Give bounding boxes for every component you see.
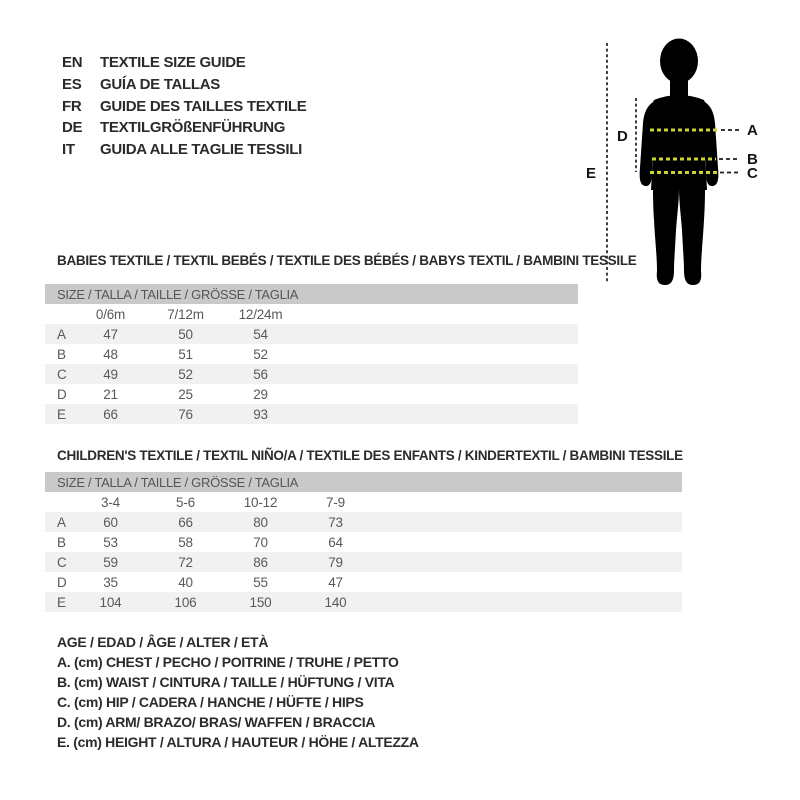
legend-item-waist: B. (cm) WAIST / CINTURA / TAILLE / HÜFTUNG / VITA — [57, 674, 395, 690]
language-title-es: GUÍA DE TALLAS — [100, 76, 220, 94]
legend-item-arm: D. (cm) ARM/ BRAZO/ BRAS/ WAFFEN / BRACCIA — [57, 714, 376, 730]
babies-size-header-bar — [45, 284, 578, 304]
size-cell: 73 — [328, 514, 343, 530]
size-cell: 52 — [178, 366, 193, 382]
table-row — [45, 572, 682, 592]
size-cell: 52 — [253, 346, 268, 362]
measurement-legend — [57, 632, 419, 752]
filler-cell — [298, 344, 578, 364]
size-cell: 140 — [324, 594, 347, 610]
table-row — [45, 324, 578, 344]
language-row-fr — [62, 95, 306, 117]
size-cell: 76 — [178, 406, 193, 422]
figure-label-b: B — [747, 151, 758, 168]
children-size-header-bar — [45, 472, 682, 492]
children-column-header-row — [45, 492, 682, 512]
figure-label-e: E — [586, 165, 597, 182]
size-cell: 54 — [253, 326, 268, 342]
babies-section-title: BABIES TEXTILE / TEXTIL BEBÉS / TEXTILE DES BÉBÉS / BABYS TEXTIL / BAMBINI TESSILE — [57, 253, 637, 268]
filler-cell — [298, 324, 578, 344]
corner-cell — [45, 304, 73, 324]
filler-cell — [373, 552, 682, 572]
size-cell: 60 — [103, 514, 118, 530]
size-cell: 64 — [328, 534, 343, 550]
filler-cell — [373, 512, 682, 532]
language-title-it: GUIDA ALLE TAGLIE TESSILI — [100, 141, 302, 159]
children-section-title: CHILDREN'S TEXTILE / TEXTIL NIÑO/A / TEXTILE DES ENFANTS / KINDERTEXTIL / BAMBINI TESSILE — [57, 448, 683, 463]
filler-cell — [373, 492, 682, 512]
silhouette-left-leg — [653, 188, 679, 285]
children-size-table — [45, 472, 682, 612]
legend-age-line: AGE / EDAD / ÂGE / ALTER / ETÀ — [57, 634, 269, 650]
table-row — [45, 552, 682, 572]
column-header: 10-12 — [243, 494, 278, 510]
row-label: A — [57, 514, 66, 530]
row-label: C — [57, 366, 67, 382]
size-cell: 56 — [253, 366, 268, 382]
size-header-label: SIZE / TALLA / TAILLE / GRÖSSE / TAGLIA — [45, 284, 578, 304]
column-header: 0/6m — [95, 306, 126, 322]
legend-item-chest: A. (cm) CHEST / PECHO / POITRINE / TRUHE / PETTO — [57, 654, 399, 670]
size-cell: 104 — [99, 594, 122, 610]
row-label: D — [57, 386, 67, 402]
babies-size-table — [45, 284, 578, 424]
table-row — [45, 592, 682, 612]
table-row — [45, 384, 578, 404]
size-cell: 35 — [103, 574, 118, 590]
language-code-de: DE — [62, 119, 83, 137]
filler-cell — [373, 532, 682, 552]
size-cell: 25 — [178, 386, 193, 402]
language-title-fr: GUIDE DES TAILLES TEXTILE — [100, 97, 307, 115]
legend-item-height: E. (cm) HEIGHT / ALTURA / HAUTEUR / HÖHE / ALTEZZA — [57, 734, 419, 750]
language-row-es — [62, 74, 306, 96]
size-cell: 79 — [328, 554, 343, 570]
language-row-en — [62, 52, 306, 74]
size-cell: 47 — [328, 574, 343, 590]
filler-cell — [373, 572, 682, 592]
filler-cell — [298, 384, 578, 404]
row-label: D — [57, 574, 67, 590]
language-row-de — [62, 117, 306, 139]
row-label: B — [57, 534, 66, 550]
language-code-fr: FR — [62, 97, 82, 115]
corner-cell — [45, 492, 73, 512]
row-label: B — [57, 346, 66, 362]
filler-cell — [298, 364, 578, 384]
figure-label-d: D — [617, 128, 628, 145]
size-cell: 72 — [178, 554, 193, 570]
size-cell: 66 — [178, 514, 193, 530]
size-cell: 55 — [253, 574, 268, 590]
language-title-block — [62, 52, 306, 160]
column-header: 3-4 — [101, 494, 120, 510]
table-row — [45, 532, 682, 552]
size-cell: 80 — [253, 514, 268, 530]
babies-column-header-row — [45, 304, 578, 324]
row-label: E — [57, 594, 66, 610]
size-cell: 86 — [253, 554, 268, 570]
size-cell: 93 — [253, 406, 268, 422]
filler-cell — [373, 592, 682, 612]
size-cell: 70 — [253, 534, 268, 550]
row-label: C — [57, 554, 67, 570]
column-header: 5-6 — [176, 494, 195, 510]
column-header: 12/24m — [238, 306, 283, 322]
size-cell: 40 — [178, 574, 193, 590]
table-row — [45, 364, 578, 384]
size-cell: 47 — [103, 326, 118, 342]
filler-cell — [298, 304, 578, 324]
language-code-es: ES — [62, 76, 82, 94]
size-cell: 51 — [178, 346, 193, 362]
figure-label-a: A — [747, 122, 758, 139]
language-row-it — [62, 139, 306, 161]
size-cell: 150 — [249, 594, 272, 610]
row-label: A — [57, 326, 66, 342]
size-cell: 106 — [174, 594, 197, 610]
size-cell: 66 — [103, 406, 118, 422]
size-header-label: SIZE / TALLA / TAILLE / GRÖSSE / TAGLIA — [45, 472, 682, 492]
language-code-it: IT — [62, 141, 75, 159]
language-title-en: TEXTILE SIZE GUIDE — [100, 54, 246, 72]
table-row — [45, 344, 578, 364]
silhouette-right-leg — [679, 188, 705, 285]
table-row — [45, 404, 578, 424]
column-header: 7/12m — [167, 306, 204, 322]
filler-cell — [298, 404, 578, 424]
language-title-de: TEXTILGRÖßENFÜHRUNG — [100, 119, 286, 137]
size-cell: 59 — [103, 554, 118, 570]
size-cell: 53 — [103, 534, 118, 550]
column-header: 7-9 — [326, 494, 345, 510]
language-code-en: EN — [62, 54, 83, 72]
size-cell: 49 — [103, 366, 118, 382]
table-row — [45, 512, 682, 532]
size-cell: 48 — [103, 346, 118, 362]
size-cell: 58 — [178, 534, 193, 550]
silhouette-torso — [650, 95, 708, 190]
row-label: E — [57, 406, 66, 422]
legend-item-hip: C. (cm) HIP / CADERA / HANCHE / HÜFTE / HIPS — [57, 694, 364, 710]
size-cell: 50 — [178, 326, 193, 342]
child-silhouette-icon — [640, 39, 719, 286]
size-cell: 29 — [253, 386, 268, 402]
size-cell: 21 — [103, 386, 118, 402]
figure-label-c: C — [747, 165, 758, 182]
